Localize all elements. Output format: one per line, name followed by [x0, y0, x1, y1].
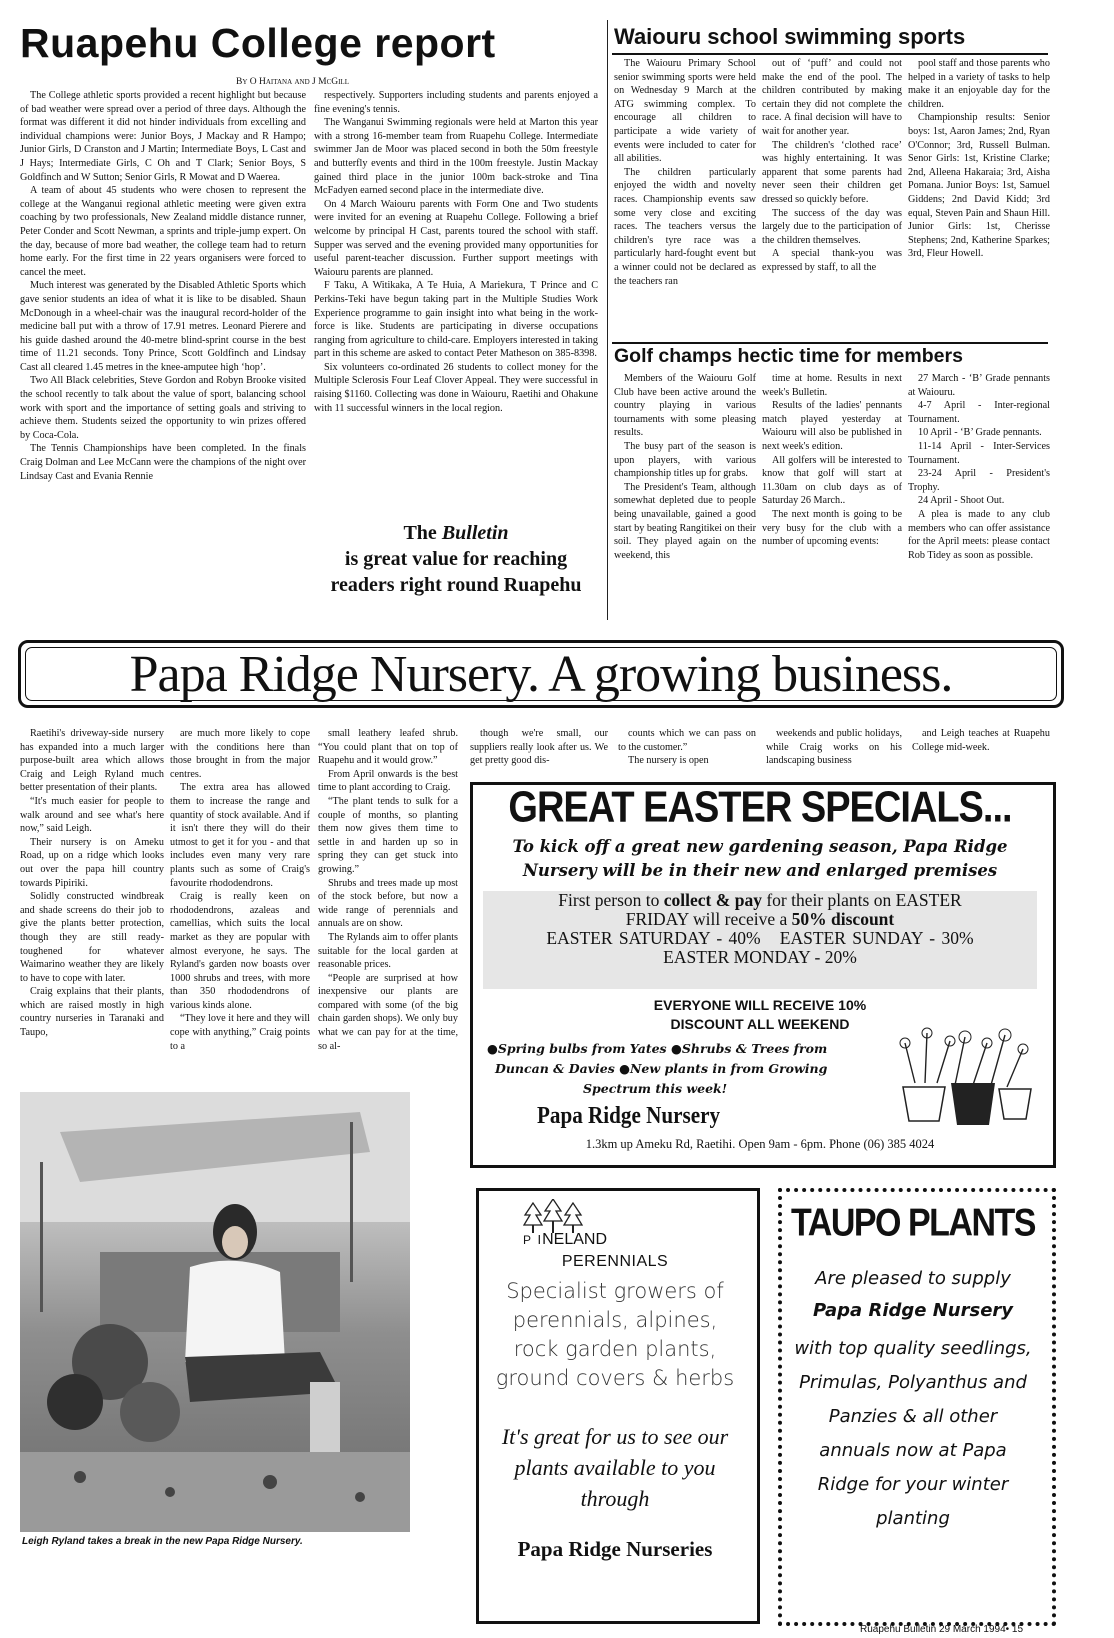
column-rule	[607, 20, 608, 620]
paragraph: The nursery is open	[628, 755, 709, 767]
nursery-col-5	[618, 727, 756, 771]
paragraph: All golfers will be interested to know that golf will start at 11.30am on club days as of Saturday 26 March..	[762, 454, 902, 507]
section-rule	[612, 342, 1048, 344]
bullets-line-3: Spectrum this week!	[583, 1081, 728, 1096]
paragraph: Craig is really keen on rhododendrons, azaleas and camellias, which suits the local market as they are popular with almost everyone, he says. The Ryland's garden now boasts over 1000 shrubs and trees, with more than 350 rhododendrons of various kinds alone.	[170, 891, 310, 1011]
paragraph: On 4 March Waiouru parents with Form One and Two students were invited for an evening at Ruapehu College. Following a brief welcome by principal H Cast, parents toured the school with staff. Supper was served and the evening provided many opportunities for useful parent-teacher discussion. Further support meetings with Waiouru parents are planned.	[314, 198, 598, 278]
easter-nursery-name: Papa Ridge Nursery	[537, 1103, 721, 1129]
paragraph: 24 April - Shoot Out.	[918, 495, 1005, 507]
offer-line-1	[483, 891, 1037, 910]
easter-specials-ad	[470, 782, 1056, 1168]
ruapehu-col-1	[20, 89, 306, 624]
swimming-col-2	[762, 57, 902, 340]
nursery-photo	[20, 1092, 410, 1532]
easter-saturday: EASTER SATURDAY - 40%	[546, 928, 761, 948]
paragraph: The Tennis Championships have been completed. In the finals Craig Dolman and Lee McCann were the champions of the night over Lindsay Cast and Evania Rennie	[20, 443, 306, 482]
paragraph: The children's ‘clothed race’ was highly entertaining. It was apparent that some parents had never seen their children get dressed so quickly before.	[762, 139, 902, 205]
easter-title: GREAT EASTER SPECIALS...	[508, 783, 1012, 833]
golf-headline: Golf champs hectic time for members	[614, 345, 963, 367]
paragraph: Members of the Waiouru Golf Club have been active around the country playing in various tournaments with some pleasing results.	[614, 373, 756, 439]
pineland-quote: It's great for us to see our plants available to you through	[501, 1424, 729, 1511]
taupo-line-3: with top quality seedlings, Primulas, Polyanthus and Panzies & all other annuals now at Papa Ridge for your winter planting	[794, 1338, 1032, 1529]
paragraph: counts which we can pass on to the customer.”	[618, 728, 756, 753]
paragraph: The Wanganui Swimming regionals were held at Marton this year with a strong 16-member team from Ruapehu College. Intermediate swimmer Jan de Moor was placed second in both the 50m freestyle and butterfly events and third in the 100m freestyle. Justin Mackay gained third place in the junior 100m back-stroke and Tina McFadyen earned second place in the intermediate dive.	[314, 117, 598, 197]
golf-col-2	[762, 372, 902, 620]
paragraph: Six volunteers co-ordinated 26 students to collect money for the Multiple Sclerosis Four Leaf Clover Appeal. They were successful in raising $1160. Collecting was done in Waiouru, Raetihi and Ohakune with 11 successful winners in the local region.	[314, 361, 598, 414]
paragraph: Their nursery is on Ameku Road, up on a ridge which looks out over the papa hill country towards Pipiriki.	[20, 836, 164, 889]
paragraph: small leathery leafed shrub. “You could plant that on top of Ruapehu and it would grow.”	[318, 728, 458, 767]
swimming-headline: Waiouru school swimming sports	[614, 24, 966, 49]
easter-sunday: EASTER SUNDAY - 30%	[779, 928, 974, 948]
taupo-line-1: Are pleased to supply	[815, 1268, 1011, 1289]
paragraph: A team of about 45 students who were chosen to represent the college at the Wanganui regional athletic meeting were given extra coaching by two professionals, New Zealand middle distance runner, Peter Conder and Scott Newman, a sprints and triple-jump expert. On the day, because of more bad weather, the college team had to return home early. For the first time in 22 years organisers were forced to cancel the meet.	[20, 185, 306, 278]
byline: By O Haitana and J McGill	[236, 77, 349, 87]
swimming-col-1	[614, 57, 756, 340]
paragraph: 10 April - ‘B’ Grade pennants.	[918, 427, 1042, 439]
swimming-col-3	[908, 57, 1050, 340]
taupo-plants-ad	[778, 1188, 1056, 1626]
paragraph: The College athletic sports provided a recent highlight but because of bad weather were spread over a period of three days. Although the format was different it did not hinder individuals from excelling and individual champions were: Junior Boys, J Mackay and R Hampo; Junior Girls, D Cranston and J Martin; Intermediate Boys, L Cast and J Hays; Intermediate Girls, C Oh and T Clark; Senior Boys, S Goldfinch and W Sutton; Senior Girls, R Mowat and D Waerea.	[20, 90, 306, 183]
nursery-col-4	[470, 727, 608, 771]
bullets-line-2: Duncan & Davies ●New plants in from Growing	[495, 1061, 828, 1076]
paragraph: respectively. Supporters including students and parents enjoyed a fine evening's tennis.	[314, 90, 598, 115]
paragraph: “The plant tends to sulk for a couple of months, so planting them now gives them time to settle in and harden up so in spring they can get stuck into growing.”	[318, 795, 458, 875]
paragraph: A special thank-you was expressed by staff, to all the	[762, 248, 902, 273]
banner-frame	[25, 647, 1057, 701]
paragraph: F Taku, A Witikaka, A Te Huia, A Mariekura, T Prince and C Perkins-Teki have begun taking part in the Multiple Studies Work Experience programme to gain insight into what being in the work-force is like. Students are participating in diverse occupations ranging from agriculture to child-care. Employers interested in taking part in this scheme are asked to contact Peter Matheson on 385-8398.	[314, 280, 598, 360]
paragraph: The President's Team, although somewhat depleted due to people being unavailable, gained a good start by beating Rangitikei on their soil. They played again on the weekend, this	[614, 481, 756, 561]
paragraph: Craig explains that their plants, which are raised mostly in high country nurseries in Taranaki and Taupo,	[20, 986, 164, 1039]
paragraph: time at home. Results in next week's Bulletin.	[762, 373, 902, 398]
offer-post: for their plants on EASTER	[761, 890, 962, 910]
banner-title: Papa Ridge Nursery. A growing business.	[129, 645, 953, 703]
pineland-perennials: PERENNIALS	[561, 1253, 669, 1270]
paragraph: The next month is going to be very busy for the club with a number of upcoming events:	[762, 508, 902, 548]
promo-rest: is great value for reaching readers right round Ruapehu	[330, 548, 582, 596]
paragraph: Shrubs and trees made up most of the stock before, but now a wide range of perennials and annuals are on show.	[318, 877, 458, 930]
offer-line-2	[483, 910, 1037, 929]
paragraph: 27 March - ‘B’ Grade pennants at Waiouru.	[908, 373, 1050, 398]
offer-line-3	[483, 929, 1037, 948]
nursery-col-2	[170, 727, 310, 1079]
paragraph: The Rylands aim to offer plants suitable for the local garden at reasonable prices.	[318, 931, 458, 971]
pineland-ad	[476, 1188, 760, 1624]
paragraph: pool staff and those parents who helped in a variety of tasks to help make it an enjoyable day for the children.	[908, 58, 1050, 110]
easter-script-2: Nursery will be in their new and enlarged premises	[522, 861, 998, 880]
paragraph: The Waiouru Primary School senior swimming sports were held on Wednesday 9 March at the ATG swimming complex. To encourage all children to participate a wide variety of events were included to cater for all abilities.	[614, 58, 756, 165]
nursery-banner	[18, 640, 1064, 708]
golf-col-1	[614, 372, 756, 620]
paragraph: 23-24 April - President's Trophy.	[908, 468, 1050, 493]
photo-caption: Leigh Ryland takes a break in the new Papa Ridge Nursery.	[22, 1536, 303, 1547]
nursery-col-7	[912, 727, 1050, 771]
ruapehu-col-2	[314, 89, 598, 514]
pineland-name: Papa Ridge Nurseries	[517, 1537, 713, 1561]
offer-box	[483, 891, 1037, 989]
nursery-col-1	[20, 727, 164, 1079]
bullets-line-1: ●Spring bulbs from Yates ●Shrubs & Trees from	[487, 1041, 828, 1056]
paragraph: The busy part of the season is upon players, with various championship titles up for grabs.	[614, 440, 756, 480]
paragraph: 11-14 April - Inter-Services Tournament.	[908, 440, 1050, 466]
golf-col-3	[908, 372, 1050, 620]
easter-address: 1.3km up Ameku Rd, Raetihi. Open 9am - 6pm. Phone (06) 385 4024	[585, 1137, 935, 1151]
paragraph: though we're small, our suppliers really look after us. We get pretty good dis-	[470, 728, 608, 767]
paragraph: 4-7 April - Inter-regional Tournament.	[908, 400, 1050, 425]
paragraph: are much more likely to cope with the conditions here than those brought in from the major centres.	[170, 728, 310, 780]
paragraph: The success of the day was largely due to the participation of the children themselves.	[762, 207, 902, 246]
easter-script-1: To kick off a great new gardening season, Papa Ridge	[512, 837, 1008, 856]
paragraph: Results of the ladies' pennants match played yesterday at Waiouru will also be published in next week's edition.	[762, 400, 902, 452]
nursery-col-3	[318, 727, 458, 1079]
offer-line2-pre: FRIDAY will receive a	[625, 909, 792, 929]
paragraph: Raetihi's driveway-side nursery has expanded into a much larger purpose-built area which allows Craig and Leigh Ryland much better presentation of their plants.	[20, 728, 164, 794]
paragraph: A plea is made to any club members who can offer assistance for the April meets: please contact Rob Tidey as soon as possible.	[908, 508, 1050, 561]
nursery-col-6	[766, 727, 902, 771]
headline-rule	[612, 53, 1048, 55]
logo-neland: NELAND	[542, 1231, 607, 1248]
everyone-line-2: DISCOUNT ALL WEEKEND	[670, 1016, 850, 1032]
paragraph: Championship results: Senior boys: 1st, Aaron James; 2nd, Ryan O'Connor; 3rd, Russell Bulman. Senor Girls: 1st, Kristine Clarke; 2nd, Alleena Hakaraia; 3rd, Aisha Pomana. Junior Boys: 1st, Samuel Giddens; 2nd David Kidd; 3rd equal, Steven Pain and Shaun Hill. Junior Girls: 1st, Cherisse Stephens; 2nd, Katherine Sparkes; 3rd, Fleur Howell.	[908, 112, 1050, 260]
taupo-title: TAUPO PLANTS	[791, 1201, 1035, 1245]
offer-bold: collect & pay	[663, 890, 762, 910]
paragraph: From April onwards is the best time to plant according to Craig.	[318, 768, 458, 794]
flower-pots-icon	[895, 1023, 1035, 1133]
pineland-tagline: Specialist growers of perennials, alpines, rock garden plants, ground covers & herbs	[495, 1279, 735, 1390]
photo-illustration	[20, 1092, 410, 1532]
paragraph: out of ‘puff’ and could not make the end of the pool. The children contributed by making certain they did not complete the race. A final decision will have to wait for another year.	[762, 58, 902, 137]
logo-p: P	[523, 1233, 532, 1247]
paragraph: “People are surprised at how inexpensive our plants are compared with some (of the big chain garden shops). We only buy what we can pay for at the time, so al-	[318, 972, 458, 1052]
paragraph: “They love it here and they will cope with anything,” Craig points to a	[170, 1013, 310, 1052]
page-footer: Ruapehu Bulletin 29 March 1994• 15	[860, 1624, 1024, 1635]
paragraph: Much interest was generated by the Disabled Athletic Sports which gave senior students an idea of what it is like to be disabled. Shaun McDonough in a wheel-chair was the inaugural record-holder of the medicine ball put with a throw of 17.91 metres. Leonard Pierere and his guide dashed around the 40-metre blind-sprint course in the best time of 11.21 seconds. Tony Prince, Scott Goldfinch and Lindsay Cast all cleared 1.45 metres in the knee-amputee high ‘hop’.	[20, 280, 306, 373]
everyone-line-1: EVERYONE WILL RECEIVE 10%	[653, 997, 867, 1013]
paragraph: Solidly constructed windbreak and shade screens do their job to give the plants better protection, though they are still ready-toughened for whatever Waimarino weather they are likely to have to cope with later.	[20, 891, 164, 984]
promo-bulletin: Bulletin	[441, 522, 509, 544]
pineland-logo	[523, 1231, 607, 1249]
taupo-line-2: Papa Ridge Nursery	[812, 1300, 1014, 1321]
paragraph: weekends and public holidays, while Craig works on his landscaping business	[766, 728, 902, 767]
paragraph: The children particularly enjoyed the width and novelty races. Championship events saw some very close and exciting races. The teachers versus the children's tyre race was a particularly hard-fought event but a winner could not be declared as the teachers ran	[614, 166, 756, 287]
paragraph: The extra area has allowed them to increase the range and quantity of stock available. And if it isn't there they will do their utmost to get it for you - and that includes even many very rare plants such as some of Craig's favourite rhododendrons.	[170, 782, 310, 889]
paragraph: and Leigh teaches at Ruapehu College mid-week.	[912, 728, 1050, 753]
easter-monday: EASTER MONDAY - 20%	[663, 947, 857, 967]
paragraph: “It's much easier for people to walk around and see what's here now,” said Leigh.	[20, 795, 164, 835]
promo-the: The	[403, 522, 442, 544]
offer-pre: First person to	[558, 890, 664, 910]
paragraph: Two All Black celebrities, Steve Gordon and Robyn Brooke visited the school recently to talk about the value of sport, balancing school work with sport and the importance of setting goals and striving to achieve them. Students seized the opportunity to win prizes offered by Coca-Cola.	[20, 375, 306, 441]
logo-i: I	[537, 1232, 542, 1247]
ruapehu-headline: Ruapehu College report	[20, 20, 496, 66]
offer-line2-bold: 50% discount	[791, 909, 895, 929]
bulletin-promo	[316, 520, 596, 598]
